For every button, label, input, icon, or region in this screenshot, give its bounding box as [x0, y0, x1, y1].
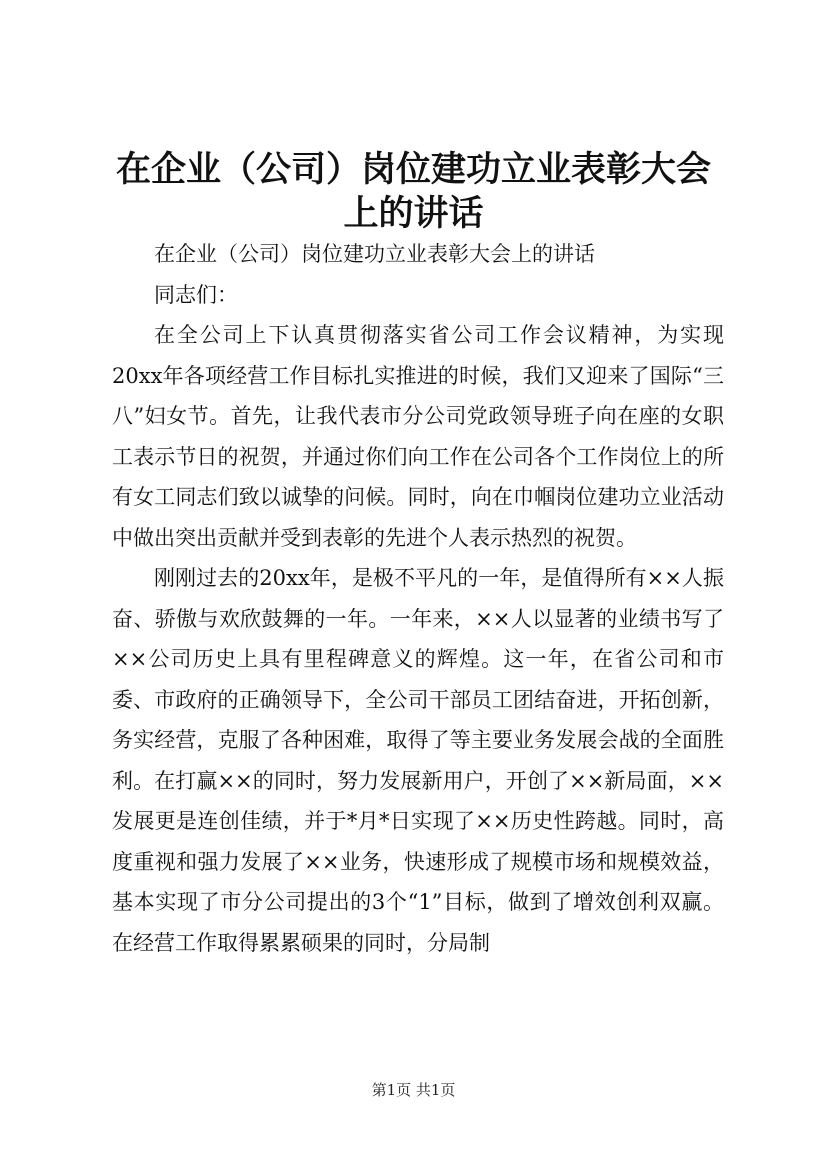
document-body [112, 234, 724, 963]
document-title: 在企业（公司）岗位建功立业表彰大会上的讲话 [115, 149, 711, 234]
paragraph-body-1: 在全公司上下认真贯彻落实省公司工作会议精神，为实现20xx年各项经营工作目标扎实推进的时候，我们又迎来了国际“三八”妇女节。首先，让我代表市分公司党政领导班子向在座的女职工表示节日的祝贺，并通过你们向工作在公司各个工作岗位上的所有女工同志们致以诚挚的问候。同时，向在巾帼岗位建功立业活动中做出突出贡献并受到表彰的先进个人表示热烈的祝贺。 [112, 323, 724, 550]
paragraph-body-2: 刚刚过去的20xx年，是极不平凡的一年，是值得所有××人振奋、骄傲与欢欣鼓舞的一年。一年来，××人以显著的业绩书写了××公司历史上具有里程碑意义的辉煌。这一年，在省公司和市委、市政府的正确领导下，全公司干部员工团结奋进，开拓创新，务实经营，克服了各种困难，取得了等主要业务发展会战的全面胜利。在打赢××的同时，努力发展新用户，开创了××新局面，××发展更是连创佳绩，并于*月*日实现了××历史性跨越。同时，高度重视和强力发展了××业务，快速形成了规模市场和规模效益，基本实现了市分公司提出的3个“1”目标，做到了增效创利双赢。在经营工作取得累累硕果的同时，分局制 [112, 566, 724, 955]
paragraph-subtitle: 在企业（公司）岗位建功立业表彰大会上的讲话 [154, 242, 595, 266]
paragraph-salutation: 同志们： [154, 282, 238, 307]
page-footer: 第1页 共1页 [371, 1081, 456, 1099]
